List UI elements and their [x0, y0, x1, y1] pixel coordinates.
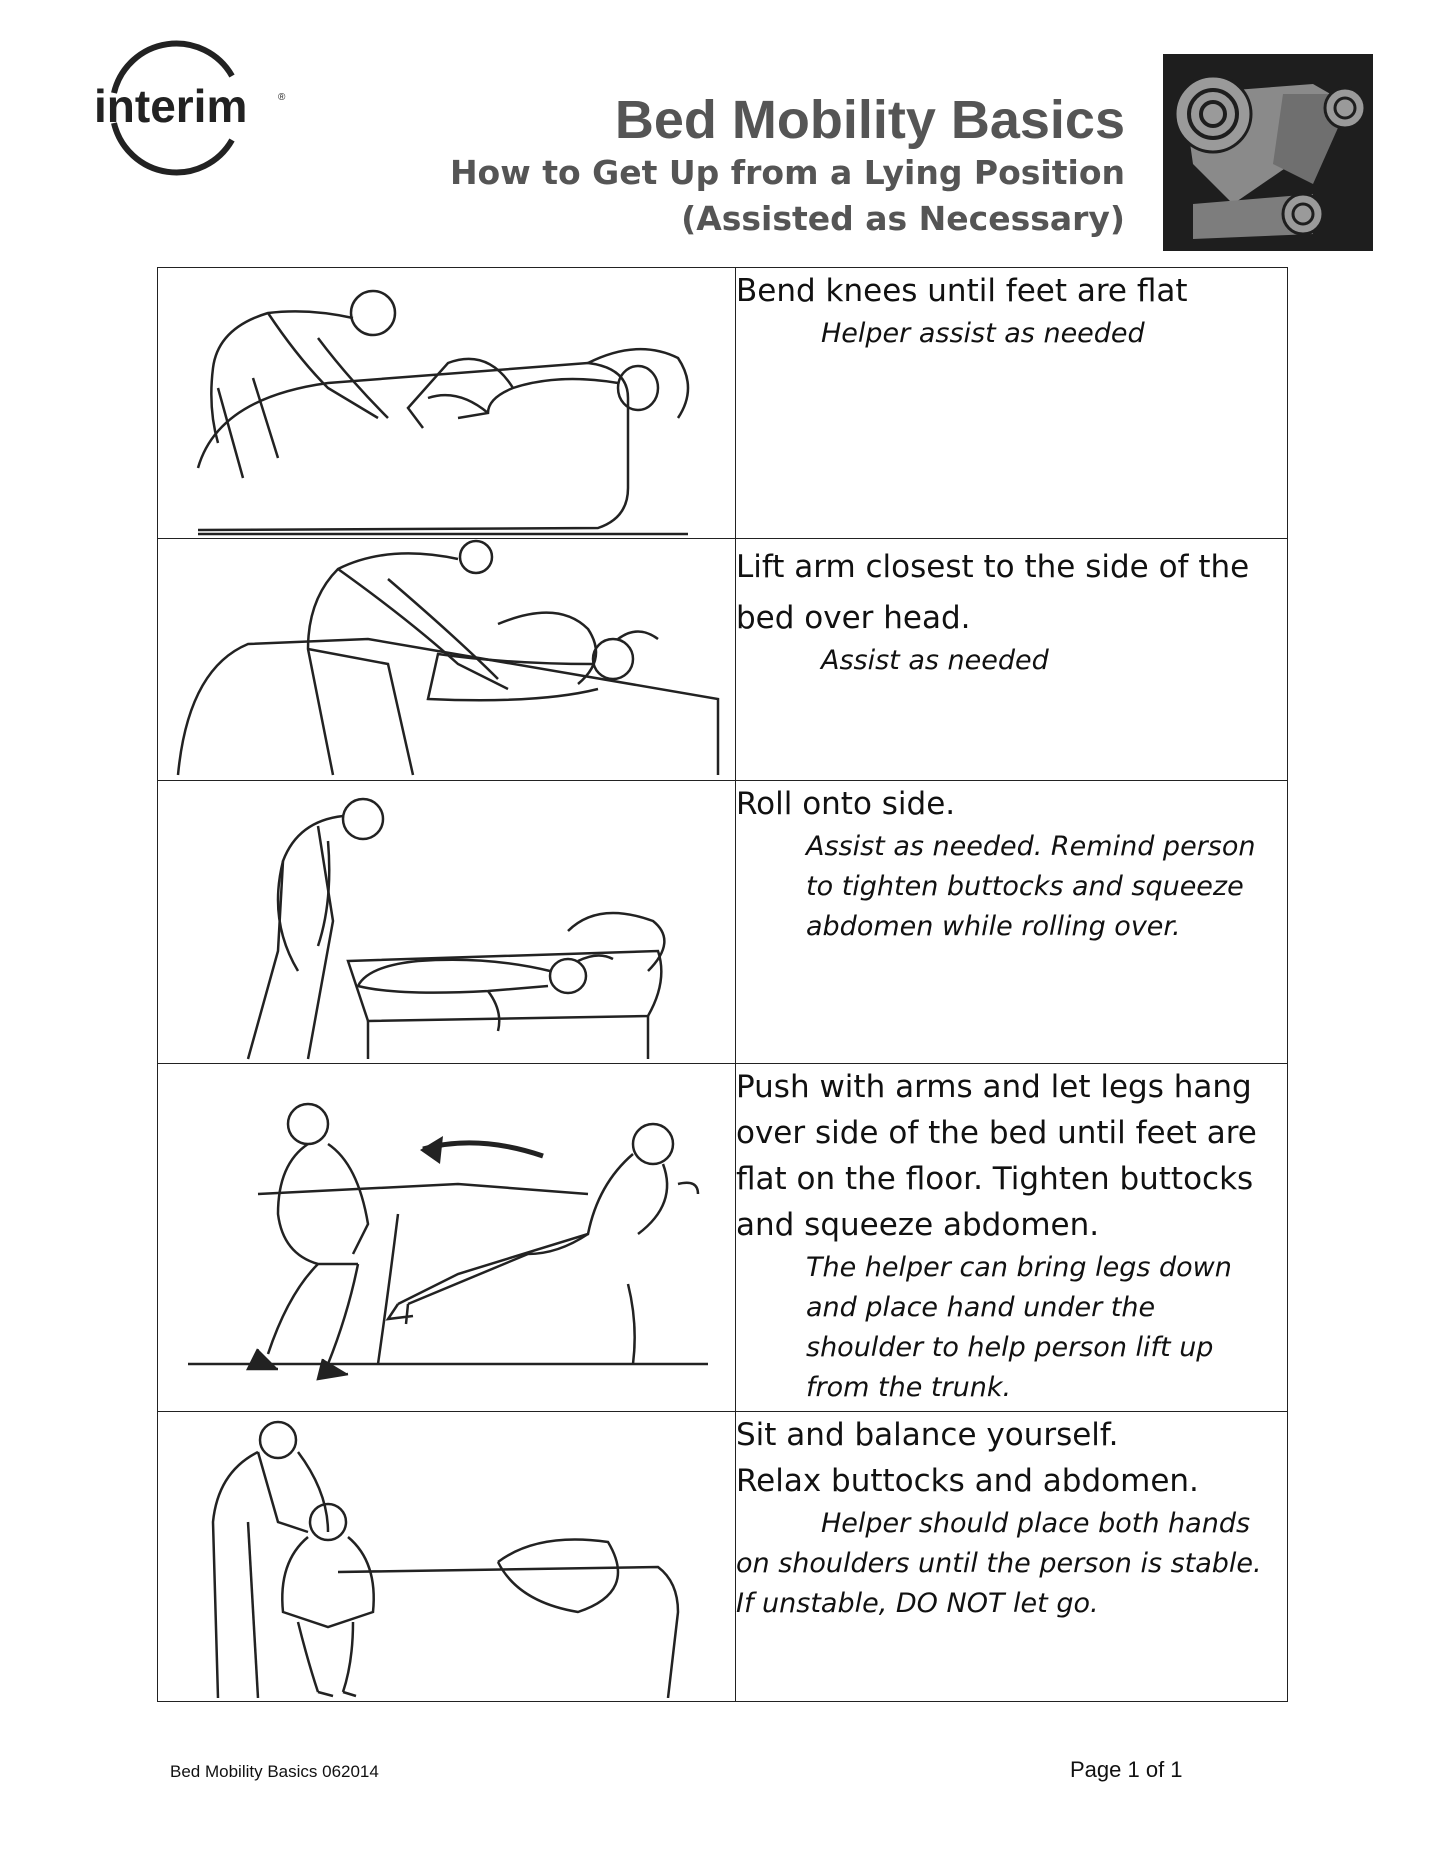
page-subtitle-line2: (Assisted as Necessary) — [681, 199, 1125, 238]
step-3-text — [736, 781, 1288, 1064]
step-2-instruction-line2: bed over head. — [736, 600, 971, 636]
step-2-note: Assist as needed — [821, 645, 1049, 676]
step-4-instruction-line1: Push with arms and let legs hang — [736, 1069, 1252, 1105]
step-4-instruction-line4: and squeeze abdomen. — [736, 1207, 1100, 1243]
step-5-note-line1: Helper should place both hands — [821, 1508, 1251, 1539]
step-5-note-line3: If unstable, DO NOT let go. — [736, 1588, 1099, 1619]
step-5-illustration — [158, 1412, 736, 1702]
step-4-illustration — [158, 1064, 736, 1412]
step-1-text — [736, 268, 1288, 539]
step-4-instruction-line3: flat on the floor. Tighten buttocks — [736, 1161, 1254, 1197]
logo-text: interim — [94, 80, 248, 132]
gears-emblem-icon — [1163, 54, 1373, 251]
step-1-illustration — [158, 268, 736, 539]
step-row-3 — [158, 781, 1288, 1064]
step-4-note-line1: The helper can bring legs down — [806, 1252, 1232, 1283]
step-3-note-line2: to tighten buttocks and squeeze — [806, 871, 1244, 902]
step-4-text — [736, 1064, 1288, 1412]
title-block — [425, 90, 1125, 242]
step-5-instruction-line1: Sit and balance yourself. — [736, 1417, 1119, 1453]
step-5-note-line2: on shoulders until the person is stable. — [736, 1548, 1262, 1579]
svg-text:®: ® — [278, 92, 286, 103]
step-1-note: Helper assist as needed — [821, 318, 1145, 349]
step-5-text — [736, 1412, 1288, 1702]
footer-doc-id: Bed Mobility Basics 062014 — [170, 1762, 379, 1781]
step-row-2 — [158, 539, 1288, 781]
step-4-instruction-line2: over side of the bed until feet are — [736, 1115, 1257, 1151]
step-2-instruction-line1: Lift arm closest to the side of the — [736, 549, 1250, 585]
step-5-instruction-line2: Relax buttocks and abdomen. — [736, 1463, 1199, 1499]
page-title: Bed Mobility Basics — [614, 90, 1125, 150]
step-row-5 — [158, 1412, 1288, 1702]
step-3-note-line1: Assist as needed. Remind person — [806, 831, 1256, 862]
step-row-1 — [158, 268, 1288, 539]
page-subtitle-line1: How to Get Up from a Lying Position — [449, 153, 1125, 192]
step-2-illustration — [158, 539, 736, 781]
step-3-note-line3: abdomen while rolling over. — [806, 911, 1181, 942]
step-4-note-line3: shoulder to help person lift up — [806, 1332, 1214, 1363]
step-1-instruction: Bend knees until feet are flat — [736, 273, 1188, 309]
step-2-text — [736, 539, 1288, 781]
step-4-note-line2: and place hand under the — [806, 1292, 1156, 1323]
step-3-illustration — [158, 781, 736, 1064]
step-4-note-line4: from the trunk. — [806, 1372, 1012, 1403]
steps-table — [157, 267, 1288, 1702]
footer-page-number: Page 1 of 1 — [1070, 1757, 1183, 1782]
step-row-4 — [158, 1064, 1288, 1412]
step-3-instruction: Roll onto side. — [736, 786, 956, 822]
interim-logo — [92, 38, 292, 178]
